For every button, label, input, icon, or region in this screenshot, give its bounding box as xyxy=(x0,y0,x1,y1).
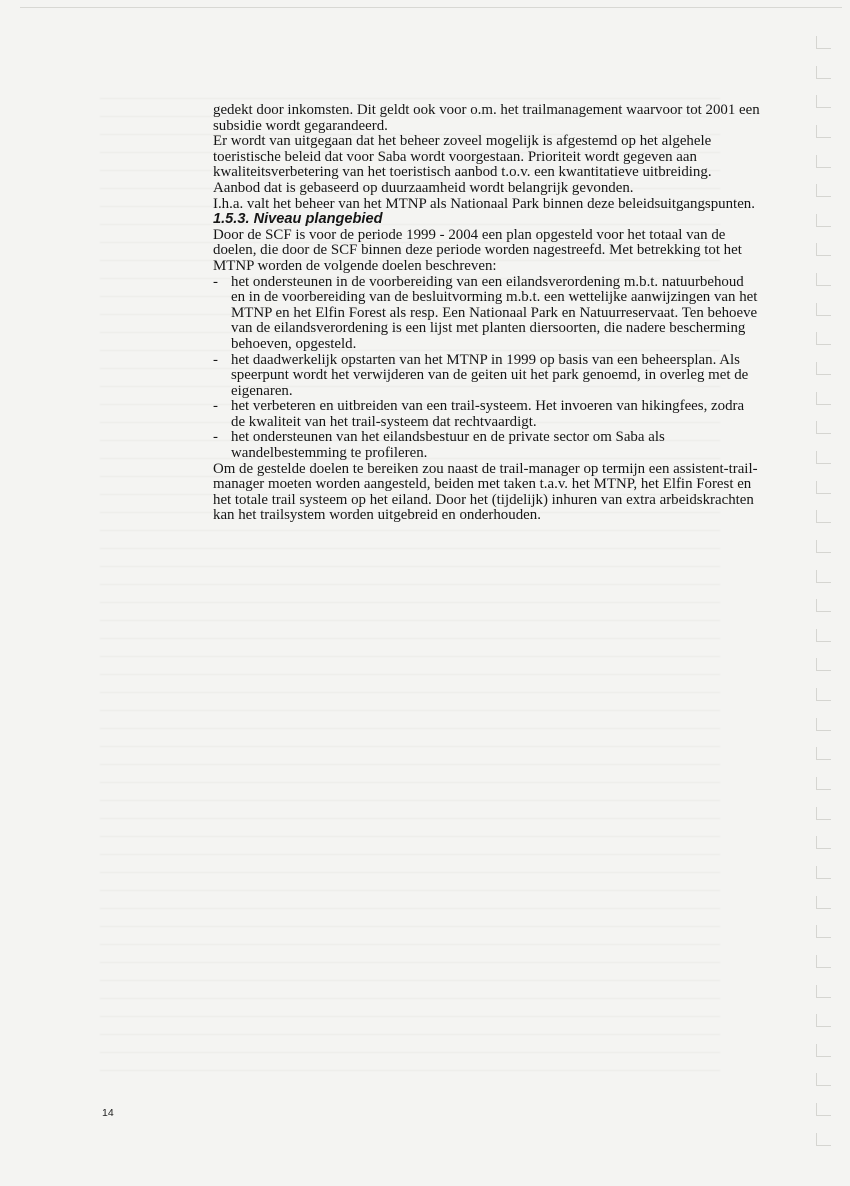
top-border-line xyxy=(20,7,842,8)
goals-list xyxy=(213,275,761,462)
body-text xyxy=(213,103,761,524)
list-item: - het daadwerkelijk opstarten van het MTNP in 1999 op basis van een beheersplan. Als speerpunt wordt het verwijderen van de geiten uit het park genoemd, in overleg met de eigenaren. xyxy=(213,353,761,400)
page-number: 14 xyxy=(102,1107,114,1119)
section-heading: 1.5.3. Niveau plangebied xyxy=(213,211,383,228)
section-closing: Om de gestelde doelen te bereiken zou naast de trail-manager op termijn een assistent-trail-manager moeten worden aangesteld, beiden met taken t.a.v. het MTNP, het Elfin Forest en het totale trail systeem op het eiland. Door het (tijdelijk) inhuren van extra arbeidskrachten kan het trailsystem worden uitgebreid en onderhouden. xyxy=(213,460,758,524)
paragraph: gedekt door inkomsten. Dit geldt ook voor o.m. het trailmanagement waarvoor tot 2001 een subsidie wordt gegarandeerd. xyxy=(213,102,760,134)
list-item: - het ondersteunen van het eilandsbestuur en de private sector om Saba als wandelbestemming te profileren. xyxy=(213,430,761,461)
page-edge-marks xyxy=(816,36,832,1146)
section-intro: Door de SCF is voor de periode 1999 - 2004 een plan opgesteld voor het totaal van de doelen, die door de SCF binnen deze periode worden nagestreefd. Met betrekking tot het MTNP worden de volgende doelen beschreven: xyxy=(213,226,742,274)
list-item: - het ondersteunen in de voorbereiding van een eilandsverordening m.b.t. natuurbehoud en in de voorbereiding van de besluitvorming m.b.t. een wettelijke aanwijzingen van het MTNP en het Elfin Forest als resp. Een Nationaal Park en Natuurreservaat. Ten behoeve van de eilandsverordening is een lijst met planten diersoorten, die nadere bescherming behoeven, opgesteld. xyxy=(213,275,761,353)
list-item: - het verbeteren en uitbreiden van een trail-systeem. Het invoeren van hikingfees, zodra de kwaliteit van het trail-systeem dat rechtvaardigt. xyxy=(213,399,761,430)
paragraph: I.h.a. valt het beheer van het MTNP als Nationaal Park binnen deze beleidsuitgangspunten. xyxy=(213,195,755,212)
paragraph: Er wordt van uitgegaan dat het beheer zoveel mogelijk is afgestemd op het algehele toeristische beleid dat voor Saba wordt voorgestaan. Prioriteit wordt gegeven aan kwaliteitsverbetering van het toeristisch aanbod t.o.v. een kwantitatieve uitbreiding. Aanbod dat is gebaseerd op duurzaamheid wordt belangrijk gevonden. xyxy=(213,133,712,196)
